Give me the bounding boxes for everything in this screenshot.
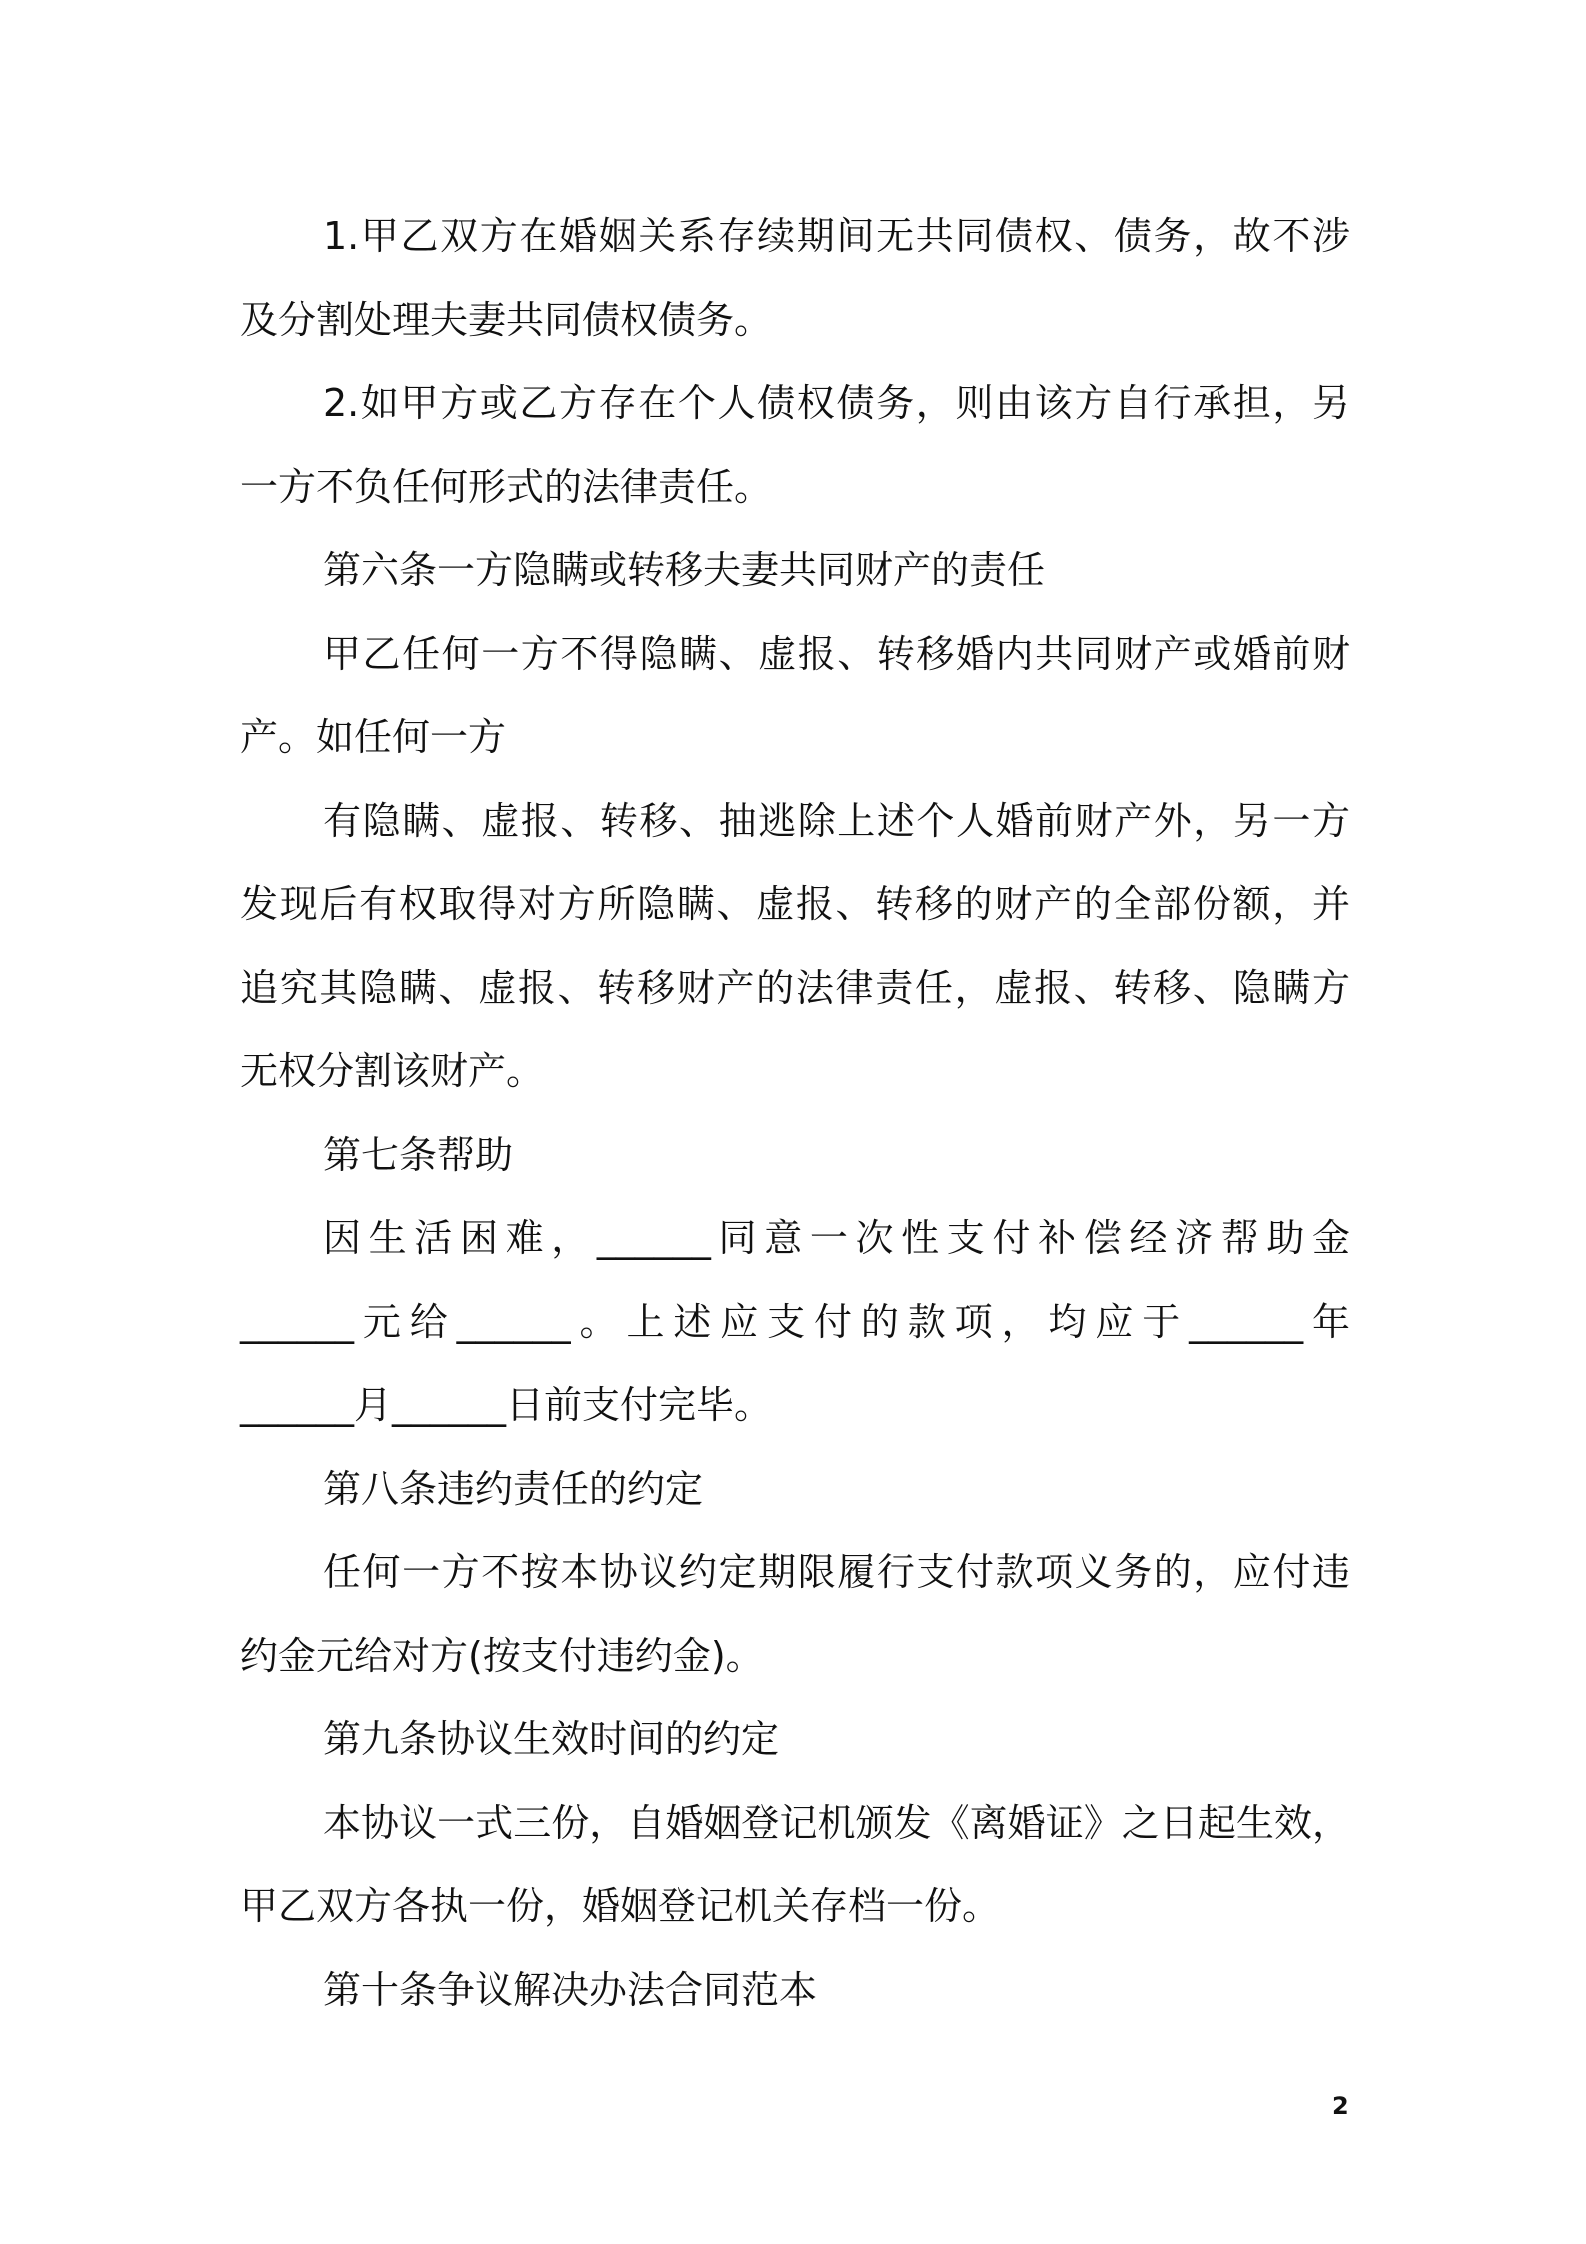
paragraph-line: 2.如甲方或乙方存在个人债权债务，则由该方自行承担，另 <box>323 381 1350 425</box>
paragraph-line: 因生活困难，______同意一次性支付补偿经济帮助金 <box>323 1216 1350 1260</box>
paragraph-line: 约金元给对方(按支付违约金)。 <box>240 1633 764 1678</box>
paragraph-line: 产。如任何一方 <box>240 715 507 759</box>
paragraph-line: 1.甲乙双方在婚姻关系存续期间无共同债权、债务，故不涉 <box>323 214 1350 258</box>
paragraph-line: 发现后有权取得对方所隐瞒、虚报、转移的财产的全部份额，并 <box>240 882 1350 926</box>
paragraph-line: 本协议一式三份，自婚姻登记机颁发《离婚证》之日起生效， <box>323 1800 1350 1845</box>
paragraph-line: ______元给______。上述应支付的款项，均应于______年 <box>240 1299 1350 1344</box>
paragraph-line: 甲乙任何一方不得隐瞒、虚报、转移婚内共同财产或婚前财 <box>323 631 1350 676</box>
section-heading: 第八条违约责任的约定 <box>323 1466 704 1511</box>
paragraph-line: 一方不负任何形式的法律责任。 <box>240 464 773 509</box>
paragraph-line: 甲乙双方各执一份，婚姻登记机关存档一份。 <box>240 1884 1001 1928</box>
paragraph-line: 及分割处理夫妻共同债权债务。 <box>240 297 773 342</box>
section-heading: 第十条争议解决办法合同范本 <box>323 1967 818 2012</box>
page-number: 2 <box>1332 2092 1349 2120</box>
paragraph-line: 无权分割该财产。 <box>240 1049 545 1093</box>
paragraph-line: ______月______日前支付完毕。 <box>240 1383 773 1427</box>
paragraph-line: 任何一方不按本协议约定期限履行支付款项义务的，应付违 <box>323 1550 1350 1594</box>
section-heading: 第六条一方隐瞒或转移夫妻共同财产的责任 <box>323 548 1046 592</box>
paragraph-line: 有隐瞒、虚报、转移、抽逃除上述个人婚前财产外，另一方 <box>323 798 1350 843</box>
section-heading: 第七条帮助 <box>323 1132 514 1177</box>
document-body <box>240 195 1350 2032</box>
paragraph-line: 追究其隐瞒、虚报、转移财产的法律责任，虚报、转移、隐瞒方 <box>240 965 1350 1010</box>
section-heading: 第九条协议生效时间的约定 <box>323 1717 780 1761</box>
